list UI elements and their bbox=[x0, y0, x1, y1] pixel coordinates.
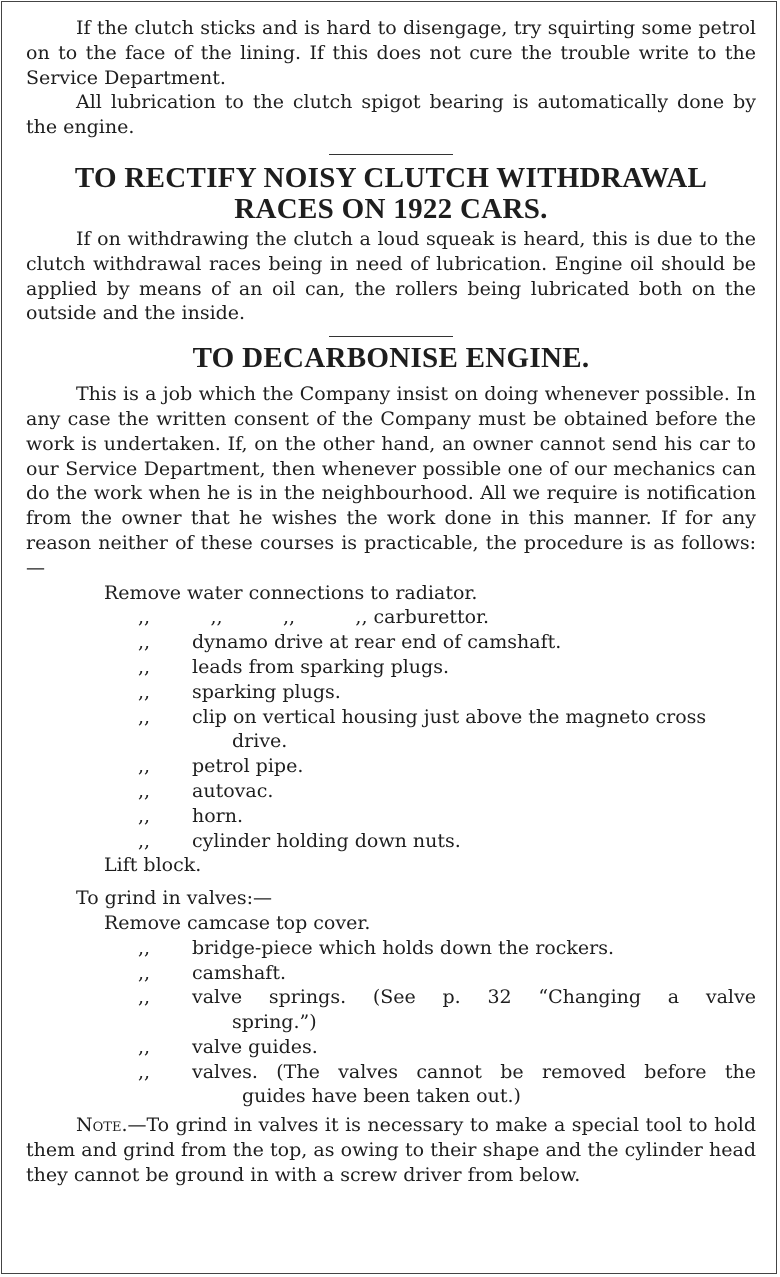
ditto-mark: ,, bbox=[138, 705, 151, 728]
step bbox=[26, 804, 756, 829]
step-text: valve guides. bbox=[192, 1035, 318, 1058]
ditto-mark: ,, bbox=[138, 986, 151, 1009]
step bbox=[26, 829, 756, 854]
step-text: leads from sparking plugs. bbox=[192, 655, 449, 678]
races-paragraph: If on withdrawing the clutch a loud squeak is heard, this is due to the clutch withdrawal races being in need of lubrication. Engine oil should be applied by means of an oil can, the rollers being lubricated both on the outside and the inside. bbox=[26, 227, 756, 325]
step bbox=[26, 985, 756, 1035]
step-remove-camcase: Remove camcase top cover. bbox=[104, 911, 371, 934]
step bbox=[26, 630, 756, 655]
heading-line-2: RACES ON 1922 CARS. bbox=[234, 192, 548, 225]
step-text: ,, ,, ,, ,, carburettor. bbox=[138, 606, 490, 629]
step-text: horn. bbox=[192, 804, 244, 827]
step bbox=[26, 655, 756, 680]
valve-steps bbox=[26, 911, 756, 1109]
ditto-mark: ,, bbox=[138, 655, 151, 678]
page bbox=[1, 1, 777, 1274]
step-text-continuation: guides have been taken out.) bbox=[242, 1085, 521, 1108]
step bbox=[26, 680, 756, 705]
note-label: Note. bbox=[76, 1114, 128, 1137]
ditto-mark: ,, bbox=[138, 804, 151, 827]
step-text: clip on vertical housing just above the magneto cross bbox=[192, 705, 707, 728]
step-text: dynamo drive at rear end of camshaft. bbox=[192, 631, 562, 654]
heading-decarbonise: TO DECARBONISE ENGINE. bbox=[192, 342, 590, 375]
step bbox=[26, 936, 756, 961]
ditto-mark: ,, bbox=[138, 631, 151, 654]
step-text: bridge-piece which holds down the rockers. bbox=[192, 936, 615, 959]
step-text-continuation: spring.”) bbox=[232, 1011, 317, 1034]
step-lift-block: Lift block. bbox=[104, 854, 202, 877]
ditto-mark: ,, bbox=[138, 829, 151, 852]
step bbox=[26, 1035, 756, 1060]
section-divider bbox=[329, 336, 453, 337]
step-text: camshaft. bbox=[192, 961, 287, 984]
ditto-mark: ,, bbox=[138, 779, 151, 802]
decarbonise-intro: This is a job which the Company insist on doing whenever possible. In any case the written consent of the Company must be obtained before the work is undertaken. If, on the other hand, an owner cannot send his car to our Service Department, then whenever possible one of our mechanics can do the work when he is in the neighbourhood. All we require is notification from the owner that he wishes the work done in this manner. If for any reason neither of these courses is practicable, the procedure is as follows:— bbox=[26, 383, 756, 579]
step-remove-water: Remove water connections to radiator. bbox=[104, 581, 478, 604]
step bbox=[26, 1060, 756, 1110]
step bbox=[26, 705, 756, 755]
ditto-mark: ,, bbox=[138, 680, 151, 703]
clutch-paragraph-2: All lubrication to the clutch spigot bearing is automatically done by the engine. bbox=[26, 91, 756, 139]
note-paragraph bbox=[26, 1113, 756, 1187]
ditto-mark: ,, bbox=[138, 961, 151, 984]
grind-valves-label: To grind in valves:— bbox=[76, 887, 273, 910]
decarbonise-steps bbox=[26, 581, 756, 879]
page-content bbox=[26, 16, 756, 1188]
step-text-continuation: drive. bbox=[232, 730, 288, 753]
heading-noisy-clutch bbox=[26, 163, 756, 225]
section-divider bbox=[329, 154, 453, 155]
step-text: valves. (The valves cannot be removed before the bbox=[192, 1060, 756, 1083]
ditto-mark: ,, bbox=[138, 1060, 151, 1083]
heading-line-1: TO RECTIFY NOISY CLUTCH WITHDRAWAL bbox=[74, 161, 708, 194]
ditto-mark: ,, bbox=[138, 1035, 151, 1058]
ditto-mark: ,, bbox=[138, 755, 151, 778]
step-text: cylinder holding down nuts. bbox=[192, 829, 461, 852]
clutch-paragraph-1: If the clutch sticks and is hard to disengage, try squirting some petrol on to the face of the lining. If this does not cure the trouble write to the Service Department. bbox=[26, 17, 756, 89]
step-text: autovac. bbox=[192, 779, 274, 802]
step bbox=[26, 961, 756, 986]
note-text: —To grind in valves it is necessary to make a special tool to hold them and grind from the top, as owing to their shape and the cylinder head they cannot be ground in with a screw driver from below. bbox=[26, 1114, 756, 1186]
step-text: valve springs. (See p. 32 “Changing a valve bbox=[192, 986, 756, 1009]
step-carburettor bbox=[26, 605, 756, 630]
step-text: sparking plugs. bbox=[192, 680, 341, 703]
step bbox=[26, 779, 756, 804]
ditto-mark: ,, bbox=[138, 936, 151, 959]
step-text: petrol pipe. bbox=[192, 755, 304, 778]
step bbox=[26, 754, 756, 779]
